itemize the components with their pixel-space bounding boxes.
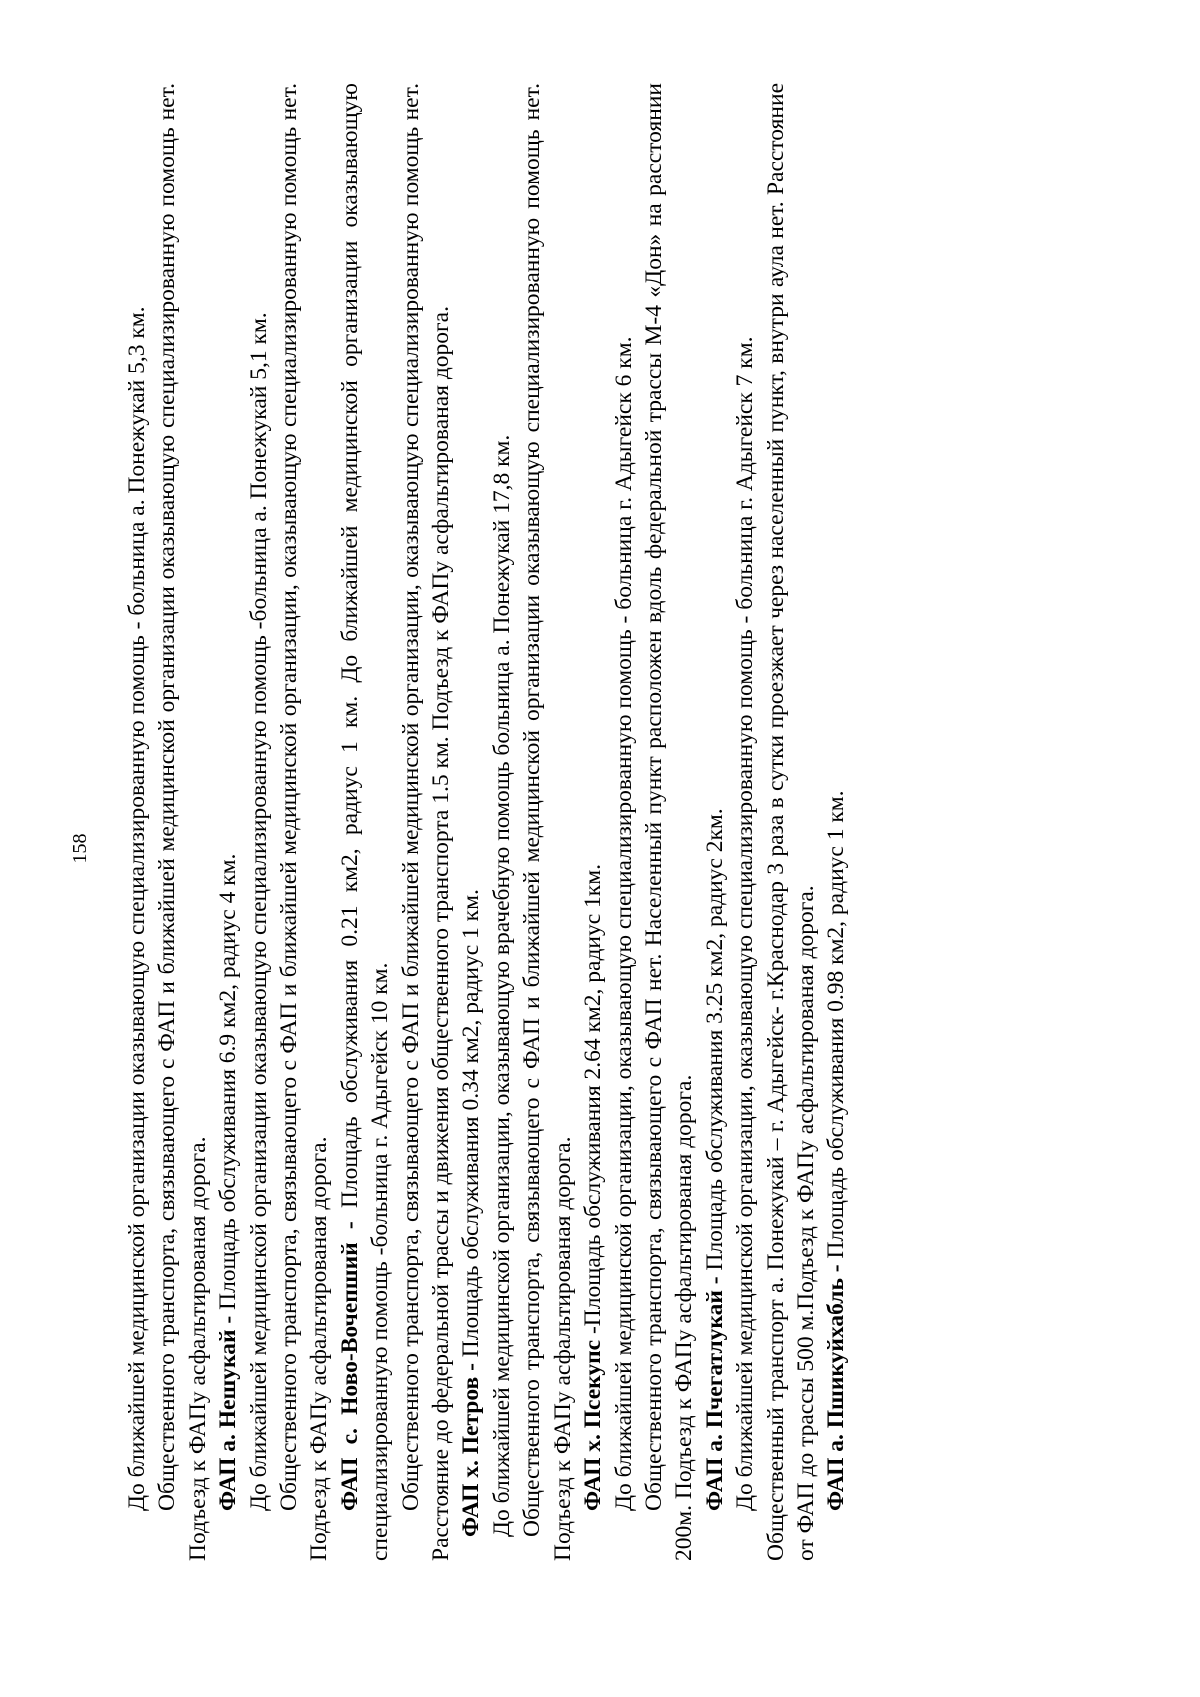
paragraph-text: Общественного транспорта, связывающего с ФАП и ближайшей медицинской организации оказывающую специализированную помощь нет. Подъезд к ФАПу асфальтированая дорога. bbox=[154, 83, 211, 1561]
paragraph bbox=[456, 83, 486, 1561]
facility-heading: ФАП а. Нешукай - bbox=[215, 1315, 242, 1511]
paragraph-text: Общественного транспорта, связывающего с ФАП и ближайшей медицинской организации оказывающую специализированную помощь нет. Подъезд к ФАПу асфальтированая дорога. bbox=[519, 83, 576, 1561]
paragraph bbox=[761, 83, 822, 1561]
paragraph-text: Площадь обслуживания 6.9 км2, радиус 4 км. bbox=[215, 853, 242, 1316]
page-number: 158 bbox=[69, 833, 91, 864]
paragraph-text: Площадь обслуживания 0.34 км2, радиус 1 км. bbox=[458, 889, 485, 1364]
paragraph bbox=[730, 83, 760, 1561]
paragraph-text: -Площадь обслуживания 2.64 км2, радиус 1км. bbox=[580, 864, 607, 1340]
paragraph bbox=[122, 83, 152, 1561]
paragraph-text: Общественного транспорта, связывающего с ФАП нет. Населенный пункт расположен вдоль федеральной трассы М-4 «Дон» на расстоянии 200м. Подъезд к ФАПу асфальтированая дорога. bbox=[640, 83, 698, 1561]
facility-heading: ФАП а. Пшикуйхабль - bbox=[823, 1264, 850, 1511]
facility-heading: ФАП а. Пчегатлукай - bbox=[701, 1276, 728, 1511]
paragraph bbox=[213, 83, 243, 1561]
paragraph-text: До ближайшей медицинской организации, оказывающую врачебную помощь больница а. Понежукай 17,8 км. bbox=[488, 434, 515, 1537]
paragraph-text: Общественный транспорт а. Понежукай – г. Адыгейск- г.Краснодар 3 раза в сутки проезжает через населенный пункт, внутри аула нет. Расстояние от ФАП до трассы 500 м.Подъезд к ФАПу асфальтированая дорога. bbox=[762, 83, 819, 1561]
paragraph bbox=[396, 83, 457, 1561]
paragraph bbox=[152, 83, 213, 1561]
paragraph bbox=[517, 83, 578, 1561]
paragraph-text: До ближайшей медицинской организации оказывающую специализированную помощь - больница а. Понежукай 5,3 км. bbox=[124, 306, 150, 1511]
paragraph-text: До ближайшей медицинской организации оказывающую специализированную помощь -больница а. Понежукай 5,1 км. bbox=[245, 312, 272, 1511]
paragraph bbox=[244, 83, 274, 1561]
paragraph bbox=[821, 83, 851, 1561]
facility-heading: ФАП х. Псекупс bbox=[580, 1339, 607, 1511]
paragraph-text: До ближайшей медицинской организации, оказывающую специализированную помощь - больница г. Адыгейск 6 км. bbox=[610, 336, 637, 1511]
paragraph-text: До ближайшей медицинской организации, оказывающую специализированную помощь - больница г. Адыгейск 7 км. bbox=[732, 336, 759, 1511]
paragraph bbox=[609, 83, 639, 1561]
facility-heading: ФАП с. Ново-Вочепший - bbox=[336, 1221, 363, 1511]
paragraph bbox=[487, 83, 517, 1561]
paragraph bbox=[700, 83, 730, 1561]
paragraph-text: Общественного транспорта, связывающего с ФАП и ближайшей медицинской организации, оказывающую специализированную помощь нет. Подъезд к ФАПу асфальтированая дорога. bbox=[276, 83, 333, 1561]
paragraph-text: Площадь обслуживания 0.98 км2, радиус 1 км. bbox=[823, 790, 850, 1265]
paragraph bbox=[578, 83, 608, 1561]
paragraph bbox=[335, 83, 396, 1561]
document-body bbox=[122, 83, 852, 1561]
paragraph-text: Площадь обслуживания 3.25 км2, радиус 2км. bbox=[701, 808, 728, 1277]
paragraph-text: Общественного транспорта, связывающего с ФАП и ближайшей медицинской организации, оказывающую специализированную помощь нет. Расстояние до федеральной трассы и движения общественного транспорта 1.5 км. Подъезд к ФАПу асфальтированая дорога. bbox=[397, 83, 455, 1561]
facility-heading: ФАП х. Петров - bbox=[458, 1363, 485, 1537]
paragraph bbox=[639, 83, 700, 1561]
paragraph-text: Площадь обслуживания 0.21 км2, радиус 1 км. До ближайшей медицинской организации оказывающую специализированную помощь -больница г. Адыгейск 10 км. bbox=[336, 83, 394, 1561]
paragraph bbox=[274, 83, 335, 1561]
